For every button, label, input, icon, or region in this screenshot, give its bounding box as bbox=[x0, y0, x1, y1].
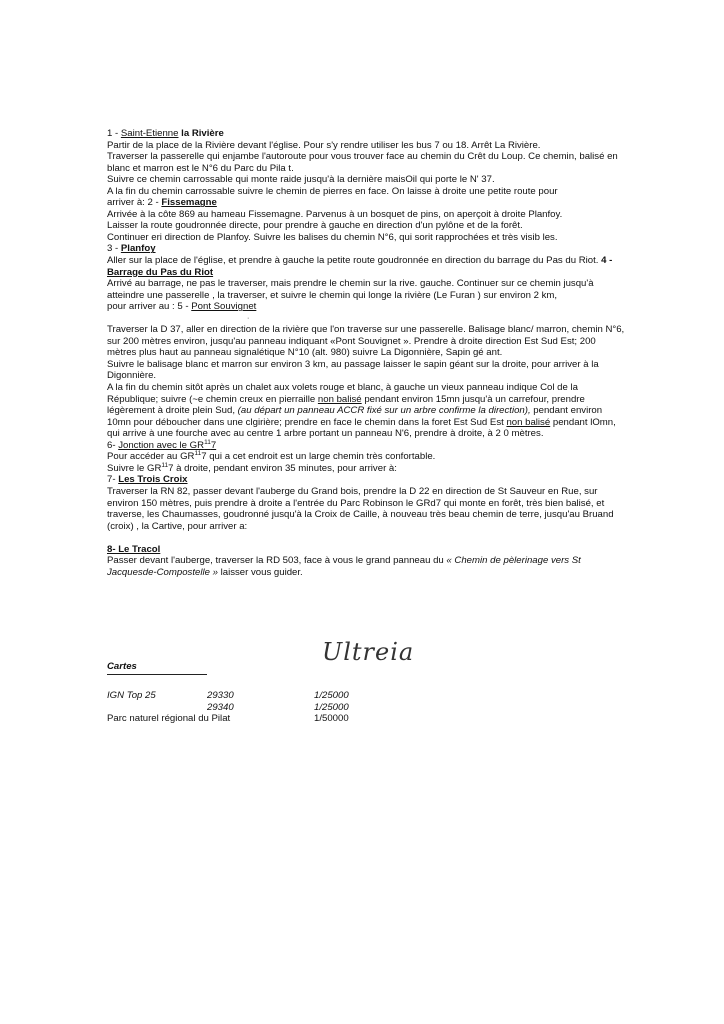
italic-quote: « Chemin de pèlerinage vers St Jacquesde-Compostelle » bbox=[107, 555, 581, 578]
map-code: 29340 bbox=[207, 701, 234, 713]
paragraph-text: pendant environ 10mn pour déboucher dans une clgirière; prendre en face le chemin dans la foret Est Sud Est bbox=[107, 405, 603, 428]
paragraph: A la fin du chemin carrossable suivre le chemin de pierres en face. On laisse à droite une petite route pour bbox=[107, 185, 558, 197]
step-3-destination: Planfoy bbox=[120, 243, 156, 255]
map-name: Parc naturel régional du Pilat bbox=[107, 713, 231, 725]
step-5-heading bbox=[107, 301, 627, 313]
step-5-destination: Pont Souvignet bbox=[191, 301, 257, 313]
step-3-heading bbox=[107, 243, 627, 255]
step-4-destination: Barrage du Pas du Riot bbox=[107, 266, 214, 278]
step-1-destination: la Rivière bbox=[181, 128, 224, 139]
step-6-heading bbox=[107, 440, 627, 452]
italic-note: (au départ un panneau ACCR fixé sur un arbre confirme la direction), bbox=[237, 405, 531, 417]
unmarked-note: non balisé bbox=[317, 393, 362, 405]
step-6-title bbox=[118, 440, 216, 451]
step-8-title: 8- Le Tracol bbox=[107, 543, 161, 555]
paragraph-text: Aller sur la place de l'église, et prendre à gauche la petite route goudronnée en direction du barrage du Pas du bbox=[107, 255, 577, 267]
step-7-heading bbox=[107, 474, 627, 486]
superscript: 11 bbox=[194, 450, 202, 458]
paragraph: Traverser la RN 82, passer devant l'auberge du Grand bois, prendre la D 22 en direction de St Sauveur en Rue, sur environ 150 mètres, puis prendre à droite a l'entrée du Parc Robinson le GRd7 qui monte en forêt, très bien balisé, et traverse, les Chaumasses, goudronné jusqu'à la Croix de Caille, à nouveau très beau chemin de terre, jusqu'au Bruand (croix) , la Cartive, pour arriver a: bbox=[107, 485, 614, 532]
step-7-title: Les Trois Croix bbox=[118, 474, 188, 486]
title-text: 7 bbox=[210, 439, 217, 451]
paragraph bbox=[107, 255, 627, 278]
map-scale: 1/25000 bbox=[314, 701, 349, 713]
paragraph: Suivre ce chemin carrossable qui monte raide jusqu'à la dernière maisOil qui porte le N' 37. bbox=[107, 174, 495, 186]
step-2-heading bbox=[107, 197, 627, 209]
paragraph-text: Riot. bbox=[578, 255, 602, 267]
map-row bbox=[107, 702, 407, 714]
superscript: 11 bbox=[204, 438, 211, 446]
paragraph-text: Suivre le GR bbox=[107, 462, 162, 474]
paragraph bbox=[107, 555, 627, 578]
cartes-divider bbox=[107, 674, 207, 675]
paragraph: Traverser la D 37, aller en direction de la rivière que l'on traverse sur une passerelle. Balisage blanc/ marron, chemin N°6, sur 200 mètres environ, jusqu'au panneau indiquant «Pont Souvignet ». Prendre à droite direction Est Sud Est; 200 mètres plus haut au panneau signalétique N°10 (alt. 980) suivre La Digonnière, Sapin gé ant. bbox=[107, 324, 625, 359]
step-1-place: Saint-Etienne bbox=[120, 128, 179, 139]
paragraph-text: 7 qui a cet endroit est un large chemin très confortable. bbox=[201, 451, 436, 463]
paragraph: Suivre le balisage blanc et marron sur environ 3 km, au passage laisser le sapin géant sur la droite, pour arriver à la Digonnière. bbox=[107, 358, 599, 382]
spacer bbox=[107, 532, 627, 544]
cartes-title: Cartes bbox=[107, 661, 137, 672]
map-name: IGN Top 25 bbox=[107, 690, 156, 701]
map-scale: 1/25000 bbox=[314, 690, 349, 701]
step-number: 1 - bbox=[107, 128, 121, 139]
superscript: 11 bbox=[161, 461, 169, 469]
paragraph: Arrivé au barrage, ne pas le traverser, mais prendre le chemin sur la rive. gauche. Continuer sur ce chemin jusqu'à atteindre une passerelle , la traverser, et suivre le chemin qui longe la rivière (Le Furan ) sur environ 2 km, bbox=[107, 278, 594, 301]
map-code: 29330 bbox=[207, 690, 234, 701]
itinerary-text bbox=[107, 128, 627, 578]
step-number: 7- bbox=[107, 474, 119, 486]
paragraph bbox=[107, 451, 627, 463]
map-row bbox=[107, 713, 407, 725]
paragraph: Continuer eri direction de Planfoy. Suivre les balises du chemin N°6, qui sorit rapprochées et très visib les. bbox=[107, 231, 558, 243]
title-text: Jonction avec le GR bbox=[118, 439, 205, 451]
arrive-prefix: 3 - bbox=[107, 243, 121, 255]
paragraph: Traverser la passerelle qui enjambe l'autoroute pour vous trouver face au chemin du Crêt du Loup. Ce chemin, balisé en blanc et marron est le N°6 du Parc du Pila t. bbox=[107, 151, 618, 174]
paragraph bbox=[107, 463, 627, 475]
paragraph: Laisser la route goudronnée directe, pour prendre à gauche en direction d'un pylône et de la forêt. bbox=[107, 220, 523, 232]
dot-mark: · bbox=[247, 314, 250, 322]
paragraph: Partir de la place de la Rivière devant l'église. Pour s'y rendre utiliser les bus 7 ou 18. Arrêt La Rivière. bbox=[107, 139, 541, 151]
map-scale: 1/50000 bbox=[314, 713, 349, 725]
paragraph-text: A la fin du chemin sitôt après un chalet aux volets rouge et blanc, à gauche un vieux panneau indique Col de la République; suivre (~e chemin creux en pierraille bbox=[107, 382, 578, 405]
paragraph bbox=[107, 382, 627, 440]
paragraph-text: Pour accéder au GR bbox=[107, 451, 195, 463]
paragraph-text: 7 à droite, pendant environ 35 minutes, pour arriver à: bbox=[168, 462, 397, 474]
arrive-prefix: 4 - bbox=[601, 255, 613, 267]
step-1-heading bbox=[107, 128, 627, 140]
ultreia-signature: Ultreia bbox=[322, 638, 415, 666]
paragraph-text: laisser vous guider. bbox=[217, 566, 303, 578]
map-row bbox=[107, 690, 407, 702]
unmarked-note: non balisé bbox=[506, 416, 551, 428]
maps-table bbox=[107, 690, 407, 725]
paragraph-text: Passer devant l'auberge, traverser la RD 503, face à vous le grand panneau du bbox=[107, 555, 447, 567]
paragraph-text: pendant lOmn, qui arrive à une fourche avec au centre 1 arbre portant un panneau N'6, prendre à droite, à 2 0 mètres. bbox=[107, 416, 616, 440]
arrive-prefix: pour arriver au : 5 - bbox=[107, 301, 192, 313]
step-2-destination: Fissemagne bbox=[161, 197, 217, 209]
paragraph: Arrivée à la côte 869 au hameau Fissemagne. Parvenus à un bosquet de pins, on aperçoit à droite Planfoy. bbox=[107, 208, 563, 220]
arrive-prefix: arriver à: 2 - bbox=[107, 197, 162, 209]
step-number: 6- bbox=[107, 439, 119, 451]
paragraph-text: pendant environ 15mn jusqu'à un carrefour, prendre légèrement à droite plein Sud, bbox=[107, 393, 585, 417]
